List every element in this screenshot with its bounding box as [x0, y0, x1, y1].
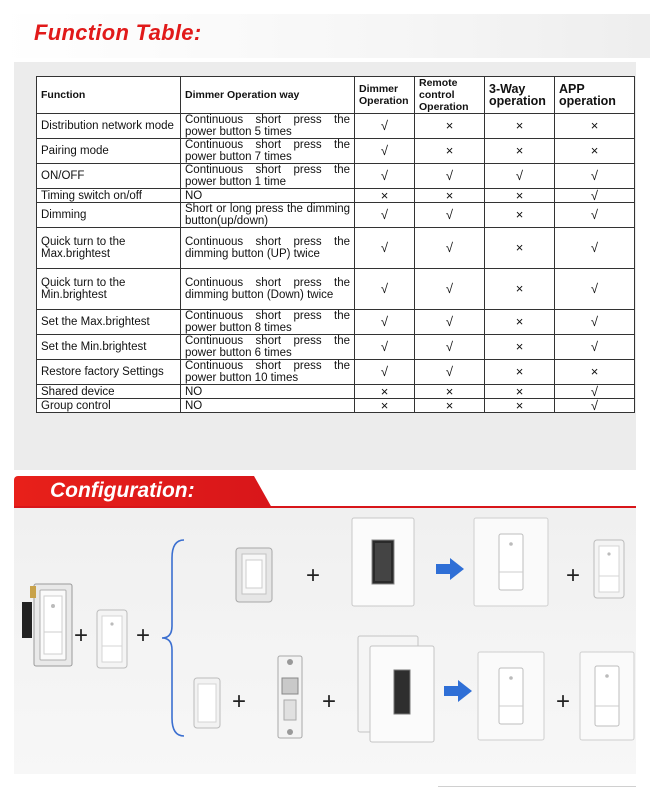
remote-control-image — [95, 608, 129, 670]
header-operation-way: Dimmer Operation way — [181, 77, 355, 114]
remote-wall-mount-image — [232, 546, 276, 604]
operation-way-cell: Continuous short press the power button 5 times — [181, 114, 355, 139]
table-row — [37, 310, 635, 335]
header-three-way: 3-Way operation — [485, 77, 555, 114]
app-cell: √ — [555, 189, 635, 203]
table-row — [37, 114, 635, 139]
three-way-cell: × — [485, 335, 555, 360]
three-way-cell: × — [485, 203, 555, 228]
plus-sign: + — [322, 688, 337, 715]
table-row — [37, 189, 635, 203]
dimmer-cell: × — [355, 399, 415, 413]
table-row — [37, 228, 635, 269]
arrow-right-icon — [436, 558, 464, 580]
three-way-cell: × — [485, 269, 555, 310]
wall-plates-stack-image — [356, 634, 438, 746]
three-way-cell: × — [485, 228, 555, 269]
function-cell: ON/OFF — [37, 164, 181, 189]
table-row — [37, 385, 635, 399]
operation-way-cell: Continuous short press the power button 1 time — [181, 164, 355, 189]
function-cell: Quick turn to the Min.brightest — [37, 269, 181, 310]
function-cell: Group control — [37, 399, 181, 413]
assembled-remote-on-plate-image — [476, 650, 546, 742]
three-way-cell: × — [485, 189, 555, 203]
three-way-cell: × — [485, 399, 555, 413]
remote-control-image — [192, 676, 222, 730]
function-cell: Shared device — [37, 385, 181, 399]
three-way-cell: × — [485, 114, 555, 139]
table-row — [37, 335, 635, 360]
plus-sign: + — [74, 622, 89, 649]
plus-sign: + — [556, 688, 571, 715]
dimmer-cell: √ — [355, 360, 415, 385]
operation-way-cell: Continuous short press the dimming button (Down) twice — [181, 269, 355, 310]
dimmer-cell: √ — [355, 310, 415, 335]
assembled-dimmer-on-plate-image — [578, 650, 636, 742]
function-cell: Restore factory Settings — [37, 360, 181, 385]
remote-cell: √ — [415, 360, 485, 385]
function-cell: Distribution network mode — [37, 114, 181, 139]
app-cell: √ — [555, 310, 635, 335]
operation-way-cell: Continuous short press the power button 8 times — [181, 310, 355, 335]
function-cell: Dimming — [37, 203, 181, 228]
function-cell: Timing switch on/off — [37, 189, 181, 203]
three-way-cell: × — [485, 139, 555, 164]
operation-way-cell: NO — [181, 189, 355, 203]
plus-sign: + — [566, 562, 581, 589]
remote-cell: × — [415, 139, 485, 164]
remote-cell: √ — [415, 335, 485, 360]
header-dimmer: Dimmer Operation — [355, 77, 415, 114]
table-row — [37, 399, 635, 413]
app-cell: √ — [555, 399, 635, 413]
app-cell: × — [555, 360, 635, 385]
header-function: Function — [37, 77, 181, 114]
app-cell: √ — [555, 203, 635, 228]
operation-way-cell: Continuous short press the power button 7 times — [181, 139, 355, 164]
remote-cell: √ — [415, 310, 485, 335]
app-cell: √ — [555, 385, 635, 399]
remote-cell: × — [415, 189, 485, 203]
header-remote: Remote control Operation — [415, 77, 485, 114]
dimmer-cell: × — [355, 385, 415, 399]
dimmer-cell: √ — [355, 269, 415, 310]
three-way-cell: √ — [485, 164, 555, 189]
function-table-title: Function Table: — [34, 20, 202, 45]
dimmer-cell: √ — [355, 335, 415, 360]
remote-cell: × — [415, 399, 485, 413]
table-row — [37, 269, 635, 310]
function-cell: Set the Min.brightest — [37, 335, 181, 360]
operation-way-cell: Continuous short press the dimming button (UP) twice — [181, 228, 355, 269]
plus-sign: + — [232, 688, 247, 715]
function-cell: Quick turn to the Max.brightest — [37, 228, 181, 269]
operation-way-cell: NO — [181, 399, 355, 413]
function-cell: Pairing mode — [37, 139, 181, 164]
dimmer-cell: √ — [355, 203, 415, 228]
wall-plate-image — [350, 516, 416, 608]
operation-way-cell: NO — [181, 385, 355, 399]
table-row — [37, 139, 635, 164]
dimmer-cell: √ — [355, 164, 415, 189]
dimmer-cell: √ — [355, 114, 415, 139]
dimmer-switch-with-wires-image — [22, 580, 76, 670]
function-cell: Set the Max.brightest — [37, 310, 181, 335]
operation-way-cell: Continuous short press the power button 10 times — [181, 360, 355, 385]
remote-cell: × — [415, 114, 485, 139]
assembled-remote-on-plate-image — [472, 516, 550, 608]
dimmer-cell: √ — [355, 139, 415, 164]
app-cell: √ — [555, 164, 635, 189]
remote-control-image — [592, 538, 626, 600]
dimmer-cell: × — [355, 189, 415, 203]
app-cell: √ — [555, 228, 635, 269]
header-app: APP operation — [555, 77, 635, 114]
operation-way-cell: Continuous short press the power button 6 times — [181, 335, 355, 360]
function-table — [36, 76, 635, 413]
table-row — [37, 164, 635, 189]
table-row — [37, 360, 635, 385]
three-way-cell: × — [485, 310, 555, 335]
mounting-bracket-image — [272, 654, 308, 740]
app-cell: × — [555, 114, 635, 139]
remote-cell: √ — [415, 269, 485, 310]
remote-cell: √ — [415, 203, 485, 228]
plus-sign: + — [136, 622, 151, 649]
plus-sign: + — [306, 562, 321, 589]
dimmer-cell: √ — [355, 228, 415, 269]
app-cell: √ — [555, 335, 635, 360]
configuration-title: Configuration: — [50, 479, 195, 502]
footer-divider — [438, 786, 636, 787]
app-cell: × — [555, 139, 635, 164]
three-way-cell: × — [485, 385, 555, 399]
operation-way-cell: Short or long press the dimming button(up/down) — [181, 203, 355, 228]
remote-cell: √ — [415, 164, 485, 189]
arrow-right-icon — [444, 680, 472, 702]
table-row — [37, 203, 635, 228]
remote-cell: √ — [415, 228, 485, 269]
remote-cell: × — [415, 385, 485, 399]
three-way-cell: × — [485, 360, 555, 385]
configuration-brace — [158, 538, 188, 738]
app-cell: √ — [555, 269, 635, 310]
